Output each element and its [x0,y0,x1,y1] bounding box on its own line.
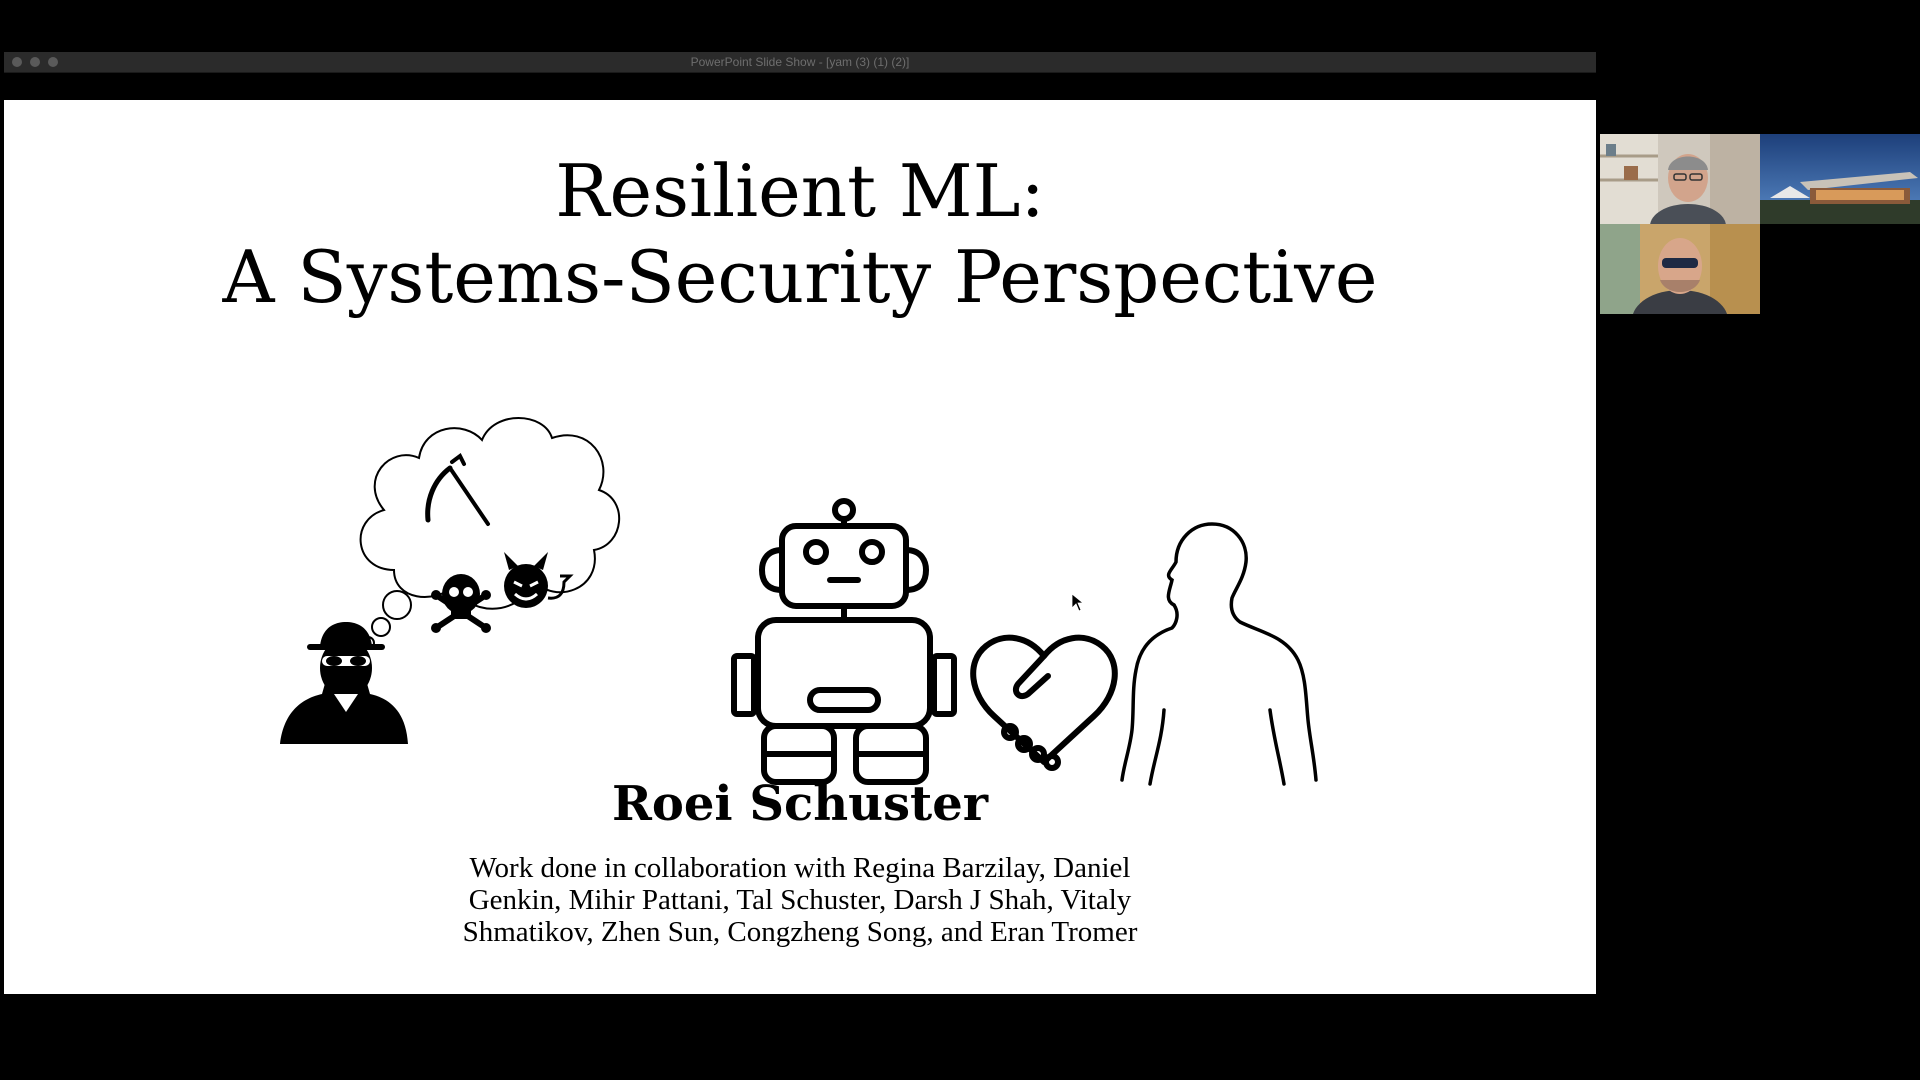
cursor-icon [1072,594,1083,611]
author-name: Roei Schuster [611,776,989,832]
participant-video-1[interactable] [1600,134,1760,224]
collaborators-line1: Work done in collaboration with Regina Barzilay, Daniel [469,852,1131,884]
window-title: PowerPoint Slide Show - [yam (3) (1) (2)] [690,55,910,69]
participant-video-2[interactable] [1760,134,1920,224]
robot-icon [734,501,954,782]
participant-video-man-bald-glasses [1600,224,1760,314]
thought-cloud-icon [361,418,620,649]
window-titlebar[interactable] [4,52,1596,73]
spy-icon [280,622,408,744]
slide[interactable] [4,100,1596,994]
slide-title-line1: Resilient ML: [555,149,1045,233]
slideshow-window [4,52,1596,1024]
heart-handshake-icon [973,638,1115,768]
collaborators-line2: Genkin, Mihir Pattani, Tal Schuster, Darsh J Shah, Vitaly [468,884,1132,916]
collaborators-line3: Shmatikov, Zhen Sun, Congzheng Song, and Eran Tromer [462,916,1138,948]
participant-video-3[interactable] [1600,224,1760,314]
participant-video-building [1760,134,1920,224]
collaborators-text [344,852,1256,948]
human-silhouette-icon [1122,524,1316,784]
slide-title-line2: A Systems-Security Perspective [222,235,1378,319]
participant-video-man-glasses [1600,134,1760,224]
